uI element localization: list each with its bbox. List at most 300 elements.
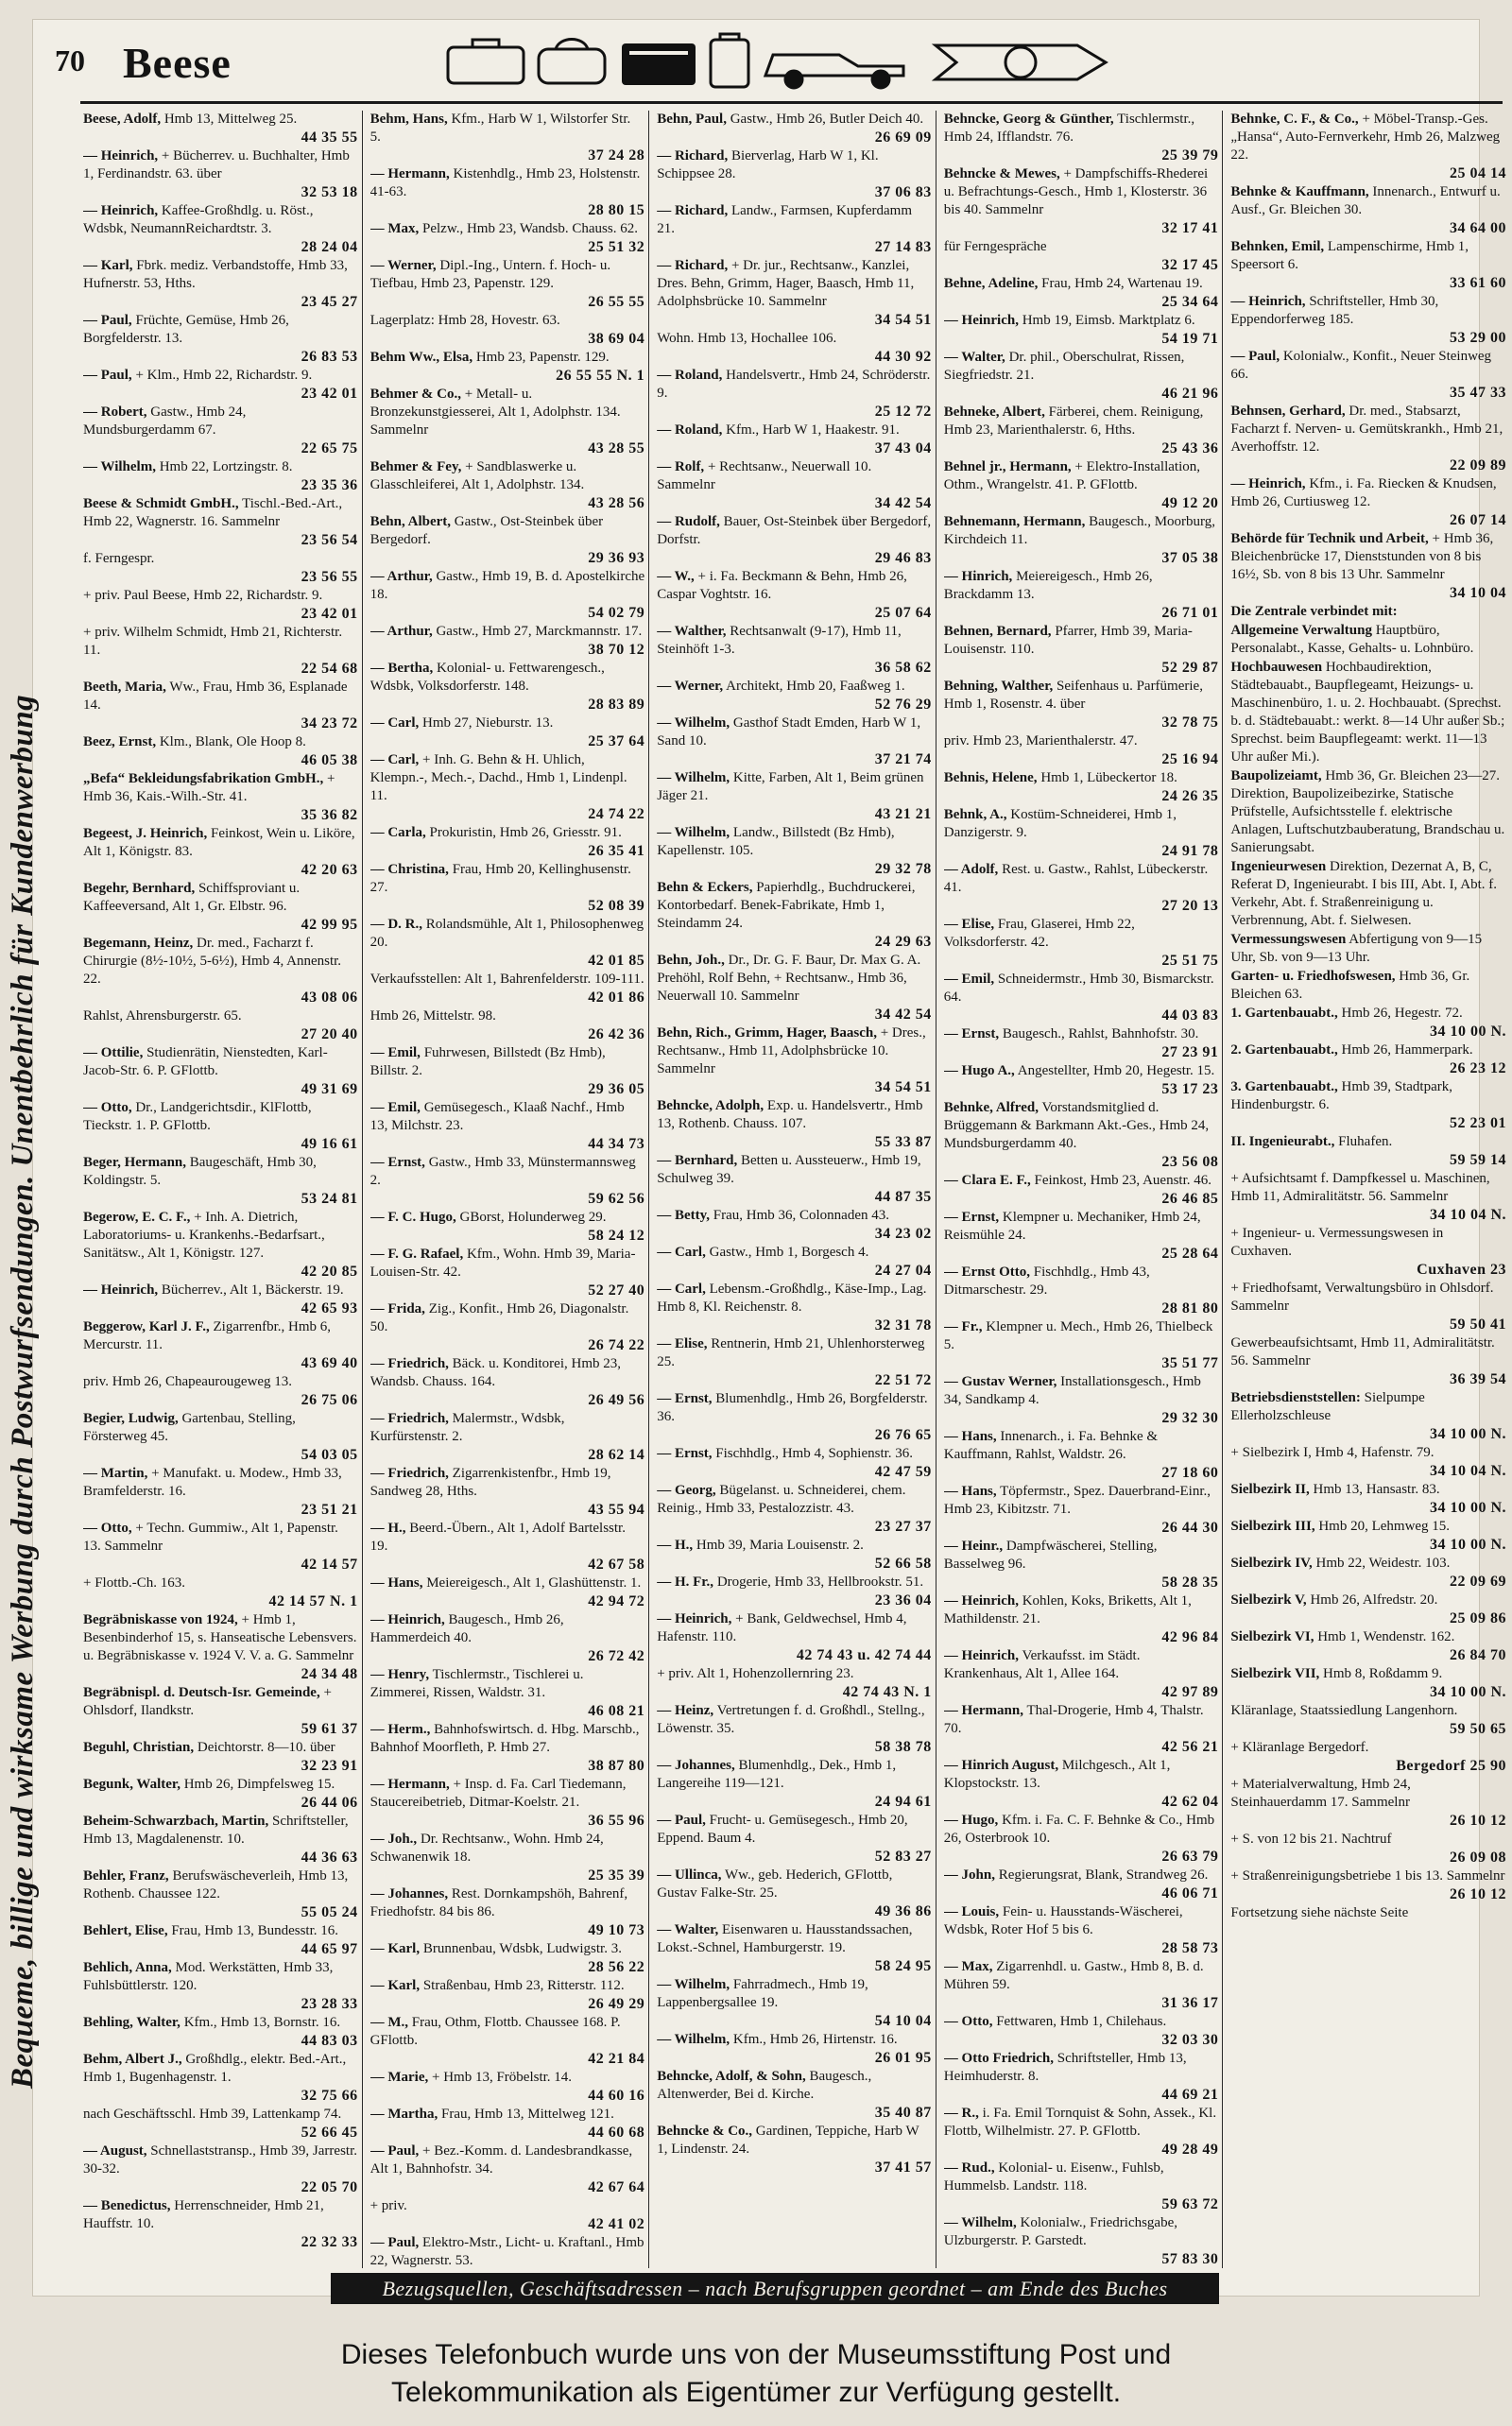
entry-name: — Max, bbox=[943, 1959, 993, 1974]
entry-details: + Techn. Gummiw., Alt 1, Papenstr. 13. Sammelnr bbox=[83, 1521, 338, 1554]
entry-name: — Richard, bbox=[657, 258, 729, 273]
entry-phone-number: 43 08 06 bbox=[301, 989, 358, 1006]
directory-entry bbox=[657, 513, 932, 567]
entry-name: — Rudolf, bbox=[657, 514, 720, 529]
entry-name: Behlich, Anna, bbox=[83, 1960, 172, 1975]
directory-entry bbox=[370, 916, 645, 970]
entry-name: — Hermann, bbox=[369, 166, 450, 181]
entry-name: Behne, Adeline, bbox=[943, 276, 1039, 291]
entry-phone-number: 35 51 77 bbox=[1161, 1355, 1219, 1371]
directory-entry bbox=[83, 1813, 358, 1867]
entry-name: — Heinrich, bbox=[83, 1282, 159, 1298]
entry-phone-number: 46 06 71 bbox=[1161, 1885, 1219, 1901]
entry-phone-number: 42 21 84 bbox=[588, 2051, 645, 2067]
entry-details: Schriftsteller, Hmb 30, Eppendorferweg 185. bbox=[1230, 294, 1439, 327]
entry-details: Gemüsegesch., Klaaß Nachf., Hmb 13, Milchstr. 23. bbox=[369, 1100, 625, 1133]
entry-name: — Carla, bbox=[369, 825, 426, 840]
entry-name: — H., bbox=[657, 1538, 694, 1553]
directory-entry bbox=[657, 1207, 932, 1243]
entry-details: Hmb 26, Alfredstr. 20. bbox=[1310, 1592, 1438, 1608]
entry-phone-number: 53 29 00 bbox=[1450, 330, 1506, 346]
entry-name: — Heinrich, bbox=[943, 1593, 1019, 1609]
entry-details: Hmb 39, Stadtpark, Hindenburgstr. 6. bbox=[1230, 1079, 1452, 1112]
entry-name: Behn, Joh., bbox=[657, 953, 725, 968]
entry-details: + Straßenreinigungsbetriebe 1 bis 13. Sammelnr bbox=[1230, 1868, 1505, 1884]
directory-entry bbox=[370, 386, 645, 457]
entry-name: Beese, Adolf, bbox=[83, 112, 162, 127]
entry-details: Frau, Hmb 13, Bundesstr. 16. bbox=[171, 1923, 338, 1938]
directory-entry bbox=[83, 624, 358, 678]
entry-details: Gardinen, Teppiche, Harb W 1, Lindenstr. 24. bbox=[657, 2124, 919, 2157]
entry-name: II. Ingenieurabt., bbox=[1230, 1134, 1335, 1149]
directory-entry bbox=[944, 1318, 1219, 1372]
directory-entry bbox=[1230, 1444, 1506, 1480]
entry-name: — Ullinca, bbox=[657, 1867, 722, 1883]
entry-name: — Heinrich, bbox=[83, 203, 159, 218]
entry-name: — Walter, bbox=[657, 1922, 719, 1937]
entry-name: — Walther, bbox=[657, 624, 727, 639]
entry-name: Sielbezirk II, bbox=[1230, 1482, 1310, 1497]
entry-phone-number: 58 38 78 bbox=[874, 1739, 932, 1755]
entry-phone-number: 42 14 57 N. 1 bbox=[268, 1593, 358, 1609]
entry-details: f. Ferngespr. bbox=[83, 551, 155, 566]
entry-details: + Rechtsanw., Neuerwall 10. Sammelnr bbox=[657, 459, 872, 492]
notice-line-2: Telekommunikation als Eigentümer zur Verfügung gestellt. bbox=[390, 2377, 1122, 2408]
entry-details: Beerd.-Übern., Alt 1, Adolf Bartelsstr. 19. bbox=[369, 1521, 626, 1554]
directory-entry bbox=[657, 1921, 932, 1975]
directory-entry bbox=[370, 111, 645, 164]
entry-phone-number: 42 62 04 bbox=[1161, 1794, 1219, 1810]
entry-phone-number: 34 54 51 bbox=[874, 312, 932, 328]
entry-name: — Herm., bbox=[369, 1722, 431, 1737]
header-illustration bbox=[444, 26, 1125, 95]
directory-entry bbox=[944, 1812, 1219, 1866]
entry-phone-number: 27 18 60 bbox=[1161, 1465, 1219, 1481]
entry-phone-number: 38 70 12 bbox=[588, 642, 645, 658]
entry-name: — Carl, bbox=[369, 715, 420, 731]
directory-entry bbox=[1230, 1904, 1506, 1922]
directory-entry bbox=[83, 1282, 358, 1317]
directory-entry bbox=[370, 568, 645, 622]
directory-entry bbox=[944, 1958, 1219, 2012]
entry-name: — August, bbox=[83, 2143, 147, 2159]
entry-name: Behnke, C. F., & Co., bbox=[1230, 112, 1359, 127]
entry-details: Kohlen, Koks, Briketts, Alt 1, Mathildenstr. 21. bbox=[943, 1593, 1192, 1626]
entry-details: Schnellaststransp., Hmb 39, Jarrestr. 30-32. bbox=[83, 2143, 357, 2177]
directory-entry bbox=[83, 1959, 358, 2013]
entry-details: Papierhdlg., Buchdruckerei, Kontorbedarf. Benek-Fabrikate, Hmb 1, Steindamm 24. bbox=[657, 880, 916, 931]
directory-entry bbox=[944, 1209, 1219, 1263]
entry-phone-number: 27 23 91 bbox=[1161, 1044, 1219, 1060]
directory-entry bbox=[83, 367, 358, 403]
entry-details: Gastw., Hmb 33, Münstermannsweg 2. bbox=[369, 1155, 636, 1188]
entry-phone-number: 34 10 04 N. bbox=[1429, 1207, 1506, 1223]
entry-phone-number: 57 83 30 bbox=[1161, 2251, 1219, 2267]
directory-entry bbox=[83, 1154, 358, 1208]
directory-entry bbox=[657, 2123, 932, 2177]
entry-phone-number: 59 59 14 bbox=[1450, 1152, 1506, 1168]
directory-entry bbox=[370, 2234, 645, 2268]
entry-phone-number: 55 33 87 bbox=[874, 1134, 932, 1150]
directory-entry bbox=[944, 1592, 1219, 1646]
entry-details: priv. Hmb 23, Marienthalerstr. 47. bbox=[943, 733, 1138, 748]
entry-phone-number: 58 24 95 bbox=[874, 1958, 932, 1974]
entry-details: Zig., Konfit., Hmb 26, Diagonalstr. 50. bbox=[369, 1301, 629, 1334]
entry-name: Beese & Schmidt GmbH., bbox=[83, 496, 239, 511]
directory-entry bbox=[83, 1520, 358, 1574]
entry-name: Allgemeine Verwaltung bbox=[1230, 623, 1372, 638]
directory-entry bbox=[1230, 348, 1506, 402]
entry-name: Hochbauwesen bbox=[1230, 660, 1323, 675]
entry-phone-number: 26 55 55 bbox=[588, 294, 645, 310]
entry-name: — Carl, bbox=[657, 1282, 706, 1297]
entry-details: Installationsgesch., Hmb 34, Sandkamp 4. bbox=[943, 1374, 1201, 1407]
entry-details: i. Fa. Emil Tornquist & Sohn, Assek., Kl. Flottb, Wilhelmistr. 27. P. GFlottb. bbox=[943, 2106, 1217, 2139]
entry-details: Elektro-Mstr., Licht- u. Kraftanl., Hmb 22, Wagnerstr. 53. bbox=[369, 2235, 644, 2268]
directory-entry bbox=[1230, 1041, 1506, 1077]
entry-details: Herrenschneider, Hmb 21, Hauffstr. 10. bbox=[83, 2198, 324, 2231]
entry-details: Betten u. Aussteuerw., Hmb 19, Schulweg 39. bbox=[657, 1153, 921, 1186]
entry-details: Kfm., Harb W 1, Wilstorfer Str. 5. bbox=[369, 112, 631, 145]
entry-details: Gastw., Hmb 26, Butler Deich 40. bbox=[730, 112, 924, 127]
entry-details: Dr., Landgerichtsdir., KlFlottb, Tieckstr. 1. P. GFlottb. bbox=[83, 1100, 312, 1133]
entry-name: — Karl, bbox=[369, 1978, 421, 1993]
directory-entry bbox=[1230, 1628, 1506, 1664]
entry-details: + Materialverwaltung, Hmb 24, Steinhauerdamm 17. Sammelnr bbox=[1230, 1777, 1411, 1810]
entry-name: Behn, Rich., Grimm, Hager, Baasch, bbox=[657, 1025, 877, 1041]
entry-phone-number: 44 36 63 bbox=[301, 1850, 358, 1866]
directory-entry bbox=[83, 1611, 358, 1683]
entry-details: Kolonialw., Konfit., Neuer Steinweg 66. bbox=[1230, 349, 1492, 382]
entry-phone-number: 26 49 29 bbox=[588, 1996, 645, 2012]
directory-entry bbox=[83, 1007, 358, 1043]
entry-phone-number: 49 36 86 bbox=[874, 1903, 932, 1919]
entry-name: — Emil, bbox=[369, 1100, 421, 1115]
entry-name: — Paul, bbox=[83, 368, 132, 383]
directory-entry bbox=[370, 1574, 645, 1610]
directory-entry bbox=[944, 404, 1219, 457]
entry-phone-number: 26 72 42 bbox=[588, 1648, 645, 1664]
entry-phone-number: 42 74 43 N. 1 bbox=[842, 1684, 932, 1700]
vertical-advertisement: Bequeme, billige und wirksame Werbung durch Postwurfsendungen. Unentbehrlich für Kundenwerbung bbox=[6, 694, 40, 2089]
entry-name: — Fr., bbox=[943, 1319, 983, 1334]
entry-phone-number: 28 56 22 bbox=[588, 1959, 645, 1975]
entry-phone-number: 25 34 64 bbox=[1161, 294, 1219, 310]
entry-details: Färberei, chem. Reinigung, Hmb 23, Marienthalerstr. 6, Hths. bbox=[943, 404, 1204, 438]
directory-entry bbox=[944, 732, 1219, 768]
entry-details: Blumenhdlg., Dek., Hmb 1, Langereihe 119—121. bbox=[657, 1758, 897, 1791]
entry-name: — Ernst, bbox=[657, 1391, 713, 1406]
entry-details: Innenarch., i. Fa. Behnke & Kauffmann, Rahlst, Waldstr. 26. bbox=[943, 1429, 1159, 1462]
directory-entry bbox=[944, 312, 1219, 348]
entry-name: — D. R., bbox=[369, 917, 423, 932]
directory-entry bbox=[1230, 403, 1506, 474]
entry-details: Exp. u. Handelsvertr., Hmb 13, Rothenb. Chauss. 107. bbox=[657, 1098, 923, 1131]
entry-name: — Heinrich, bbox=[83, 148, 159, 163]
entry-details: Frau, Hmb 36, Colonnaden 43. bbox=[713, 1208, 889, 1223]
directory-entry bbox=[657, 257, 932, 329]
entry-phone-number: 42 67 64 bbox=[588, 2179, 645, 2195]
entry-name: — Heinr., bbox=[943, 1539, 1004, 1554]
directory-entry bbox=[657, 1390, 932, 1444]
directory-entry bbox=[370, 1977, 645, 2013]
entry-details: + Kläranlage Bergedorf. bbox=[1230, 1740, 1369, 1755]
directory-entry bbox=[1230, 1702, 1506, 1738]
entry-phone-number: 26 46 85 bbox=[1161, 1191, 1219, 1207]
entry-details: + priv. Paul Beese, Hmb 22, Richardstr. 9. bbox=[83, 588, 323, 603]
entry-phone-number: 24 94 61 bbox=[874, 1794, 932, 1810]
entry-phone-number: 54 03 05 bbox=[301, 1447, 358, 1463]
entry-details: Feinkost, Wein u. Liköre, Alt 1, Königstr. 83. bbox=[83, 826, 355, 859]
entry-phone-number: 46 05 38 bbox=[301, 752, 358, 768]
entry-phone-number: 38 69 04 bbox=[588, 331, 645, 347]
entry-phone-number: 44 60 16 bbox=[588, 2088, 645, 2104]
entry-name: — Bernhard, bbox=[657, 1153, 738, 1168]
entry-phone-number: 44 83 03 bbox=[301, 2033, 358, 2049]
entry-name: „Befa“ Bekleidungsfabrikation GmbH., bbox=[83, 771, 324, 786]
entry-details: Kfm. i. Fa. C. F. Behnke & Co., Hmb 26, Osterbrook 10. bbox=[943, 1813, 1215, 1846]
entry-phone-number: 29 36 93 bbox=[588, 550, 645, 566]
directory-entry bbox=[1230, 1170, 1506, 1224]
entry-details: Baugesch., Moorburg, Kirchdeich 11. bbox=[943, 514, 1216, 547]
directory-entry bbox=[657, 111, 932, 146]
entry-name: — Otto, bbox=[943, 2014, 993, 2029]
column-3 bbox=[657, 111, 936, 2268]
entry-details: Seifenhaus u. Parfümerie, Hmb 1, Rosenstr. 4. über bbox=[943, 679, 1203, 712]
directory-entry bbox=[944, 111, 1219, 164]
entry-phone-number: 34 23 72 bbox=[301, 715, 358, 731]
directory-entry bbox=[944, 1373, 1219, 1427]
entry-details: Bahnhofswirtsch. d. Hbg. Marschb., Bahnhof Moorfleth, P. Hmb 27. bbox=[369, 1722, 640, 1755]
entry-name: Behnsen, Gerhard, bbox=[1230, 404, 1346, 419]
entry-phone-number: 38 87 80 bbox=[588, 1758, 645, 1774]
entry-name: Behörde für Technik und Arbeit, bbox=[1230, 531, 1429, 546]
entry-details: + priv. bbox=[369, 2198, 407, 2213]
directory-entry bbox=[657, 952, 932, 1024]
directory-entry bbox=[1230, 767, 1506, 857]
entry-name: — Heinrich, bbox=[1230, 476, 1306, 491]
directory-entry bbox=[944, 2214, 1219, 2268]
directory-entry bbox=[1230, 1133, 1506, 1169]
directory-entry bbox=[1230, 1225, 1506, 1279]
directory-entry bbox=[370, 312, 645, 348]
entry-name: — Heinrich, bbox=[943, 1648, 1019, 1663]
entry-details: + Bücherrev. u. Buchhalter, Hmb 1, Ferdinandstr. 63. über bbox=[83, 148, 350, 181]
entry-name: — Gustav Werner, bbox=[943, 1374, 1057, 1389]
entry-phone-number: 26 69 09 bbox=[874, 129, 932, 146]
entry-details: Angestellter, Hmb 20, Hegestr. 15. bbox=[1017, 1063, 1215, 1078]
entry-name: Behm Ww., Elsa, bbox=[369, 350, 473, 365]
entry-details: priv. Hmb 26, Chapeaurougeweg 13. bbox=[83, 1374, 293, 1389]
entry-name: — Emil, bbox=[369, 1045, 421, 1060]
directory-entry bbox=[370, 165, 645, 219]
entry-phone-number: 22 65 75 bbox=[301, 440, 358, 456]
entry-details: Landw., Farmsen, Kupferdamm 21. bbox=[657, 203, 912, 236]
entry-phone-number: 23 28 33 bbox=[301, 1996, 358, 2012]
entry-details: Verkaufsst. im Städt. Krankenhaus, Alt 1, Allee 164. bbox=[943, 1648, 1141, 1681]
entry-details: Tischlermstr., Tischlerei u. Zimmerei, Rissen, Waldstr. 31. bbox=[369, 1667, 584, 1700]
entry-phone-number: 43 28 55 bbox=[588, 440, 645, 456]
directory-entry bbox=[83, 2142, 358, 2196]
entry-phone-number: 23 56 55 bbox=[301, 569, 358, 585]
entry-phone-number: 58 24 12 bbox=[588, 1228, 645, 1244]
entry-phone-number: 28 62 14 bbox=[588, 1447, 645, 1463]
entry-name: — H., bbox=[369, 1521, 406, 1536]
entry-name: Behn & Eckers, bbox=[657, 880, 753, 895]
directory-entry bbox=[83, 1867, 358, 1921]
entry-phone-number: 42 65 93 bbox=[301, 1300, 358, 1316]
directory-entry bbox=[944, 769, 1219, 805]
entry-phone-number: 29 32 30 bbox=[1161, 1410, 1219, 1426]
entry-details: Großhdlg., elektr. Bed.-Art., Hmb 1, Bugenhagenstr. 1. bbox=[83, 2052, 347, 2085]
entry-name: Behnen, Bernard, bbox=[943, 624, 1052, 639]
directory-entry bbox=[657, 1812, 932, 1866]
entry-name: — Wilhelm, bbox=[657, 825, 730, 840]
entry-details: Brunnenbau, Wdsbk, Ludwigstr. 3. bbox=[422, 1941, 622, 1956]
entry-phone-number: 34 10 00 N. bbox=[1429, 1537, 1506, 1553]
entry-details: Mod. Werkstätten, Hmb 33, Fuhlsbüttlerstr. 120. bbox=[83, 1960, 334, 1993]
entry-details: + i. Fa. Beckmann & Behn, Hmb 26, Caspar Voghtstr. 16. bbox=[657, 569, 907, 602]
entry-details: Kfm., Hmb 13, Bornstr. 16. bbox=[183, 2015, 341, 2030]
entry-name: — Otto Friedrich, bbox=[943, 2051, 1055, 2066]
entry-details: Fluhafen. bbox=[1338, 1134, 1393, 1149]
directory-entry bbox=[370, 1044, 645, 1098]
entry-phone-number: 23 45 27 bbox=[301, 294, 358, 310]
entry-details: Kfm., Wohn. Hmb 39, Maria-Louisen-Str. 42. bbox=[369, 1247, 636, 1280]
directory-entry bbox=[944, 861, 1219, 915]
entry-name: Behnke, Alfred, bbox=[943, 1100, 1039, 1115]
directory-entry bbox=[370, 1410, 645, 1464]
directory-entry bbox=[657, 1610, 932, 1664]
entry-name: — R., bbox=[943, 2106, 979, 2121]
directory-entry bbox=[1230, 1665, 1506, 1701]
entry-name: Begehr, Bernhard, bbox=[83, 881, 196, 896]
entry-details: Frau, Hmb 24, Wartenau 19. bbox=[1041, 276, 1203, 291]
directory-entry bbox=[83, 550, 358, 586]
entry-phone-number: Bergedorf 25 90 bbox=[1396, 1758, 1506, 1774]
directory-entry bbox=[657, 1152, 932, 1206]
entry-name: — M., bbox=[369, 2015, 409, 2030]
entry-details: Kolonial- u. Eisenw., Fuhlsb, Hummelsb. Landstr. 118. bbox=[943, 2160, 1164, 2194]
directory-entry bbox=[370, 1666, 645, 1720]
entry-phone-number: 59 62 56 bbox=[588, 1191, 645, 1207]
directory-entry bbox=[370, 458, 645, 512]
entry-phone-number: 46 21 96 bbox=[1161, 386, 1219, 402]
directory-entry bbox=[370, 1776, 645, 1830]
entry-phone-number: 37 05 38 bbox=[1161, 550, 1219, 566]
entry-name: Beheim-Schwarzbach, Martin, bbox=[83, 1814, 269, 1829]
entry-phone-number: 44 87 35 bbox=[874, 1189, 932, 1205]
entry-details: Lebensm.-Großhdlg., Käse-Imp., Lag. Hmb 8, Kl. Reichenstr. 8. bbox=[657, 1282, 927, 1315]
entry-name: Behlert, Elise, bbox=[83, 1923, 168, 1938]
footer-band: Bezugsquellen, Geschäftsadressen – nach Berufsgruppen geordnet – am Ende des Buches bbox=[331, 2273, 1219, 2304]
trunk-icon bbox=[622, 43, 696, 85]
entry-phone-number: 46 08 21 bbox=[588, 1703, 645, 1719]
directory-entry bbox=[370, 1099, 645, 1153]
entry-details: Innenarch., Entwurf u. Ausf., Gr. Bleichen 30. bbox=[1230, 184, 1501, 217]
entry-name: 3. Gartenbauabt., bbox=[1230, 1079, 1338, 1094]
entry-name: — Hans, bbox=[943, 1429, 997, 1444]
directory-entry bbox=[1230, 1555, 1506, 1591]
directory-entry bbox=[657, 1976, 932, 2030]
entry-name: Behncke & Mewes, bbox=[943, 166, 1060, 181]
entry-name: Behn, Albert, bbox=[369, 514, 452, 529]
entry-phone-number: 54 02 79 bbox=[588, 605, 645, 621]
entry-phone-number: 42 67 58 bbox=[588, 1557, 645, 1573]
directory-entry bbox=[944, 1428, 1219, 1482]
directory-entry bbox=[1230, 475, 1506, 529]
entry-details: nach Geschäftsschl. Hmb 39, Lattenkamp 74. bbox=[83, 2107, 342, 2122]
entry-phone-number: 44 69 21 bbox=[1161, 2087, 1219, 2103]
entry-phone-number: 54 19 71 bbox=[1161, 331, 1219, 347]
entry-details: Hmb 19, Eimsb. Marktplatz 6. bbox=[1022, 313, 1195, 328]
entry-details: Kolonialw., Friedrichsgabe, Ulzburgerstr. P. Garstedt. bbox=[943, 2215, 1178, 2248]
entry-name: — Ottilie, bbox=[83, 1045, 144, 1060]
entry-phone-number: 44 35 55 bbox=[301, 129, 358, 146]
entry-name: — Heinrich, bbox=[369, 1612, 445, 1627]
entry-details: Gastw., Hmb 1, Borgesch 4. bbox=[709, 1245, 869, 1260]
entry-phone-number: 23 36 04 bbox=[874, 1592, 932, 1609]
entry-phone-number: 22 32 33 bbox=[301, 2234, 358, 2250]
entry-name: — Georg, bbox=[657, 1483, 716, 1498]
entry-details: Ww., geb. Hederich, GFlottb, Gustav Falke-Str. 25. bbox=[657, 1867, 893, 1901]
entry-name: — Adolf, bbox=[943, 862, 999, 877]
directory-entry bbox=[370, 1209, 645, 1245]
entry-name: — Walter, bbox=[943, 350, 1005, 365]
entry-name: — H. Fr., bbox=[657, 1574, 714, 1590]
directory-entry bbox=[657, 879, 932, 951]
entry-details: Zigarrenkistenfbr., Hmb 19, Sandweg 28, Hths. bbox=[369, 1466, 611, 1499]
entry-phone-number: 24 74 22 bbox=[588, 806, 645, 822]
entry-phone-number: 34 23 02 bbox=[874, 1226, 932, 1242]
entry-name: — Ernst Otto, bbox=[943, 1265, 1031, 1280]
bag-icon bbox=[539, 40, 605, 84]
entry-details: Bauer, Ost-Steinbek über Bergedorf, Dorfstr. bbox=[657, 514, 932, 547]
entry-details: Straßenbau, Hmb 23, Ritterstr. 112. bbox=[422, 1978, 625, 1993]
directory-entry bbox=[370, 1885, 645, 1939]
directory-entry bbox=[370, 1246, 645, 1299]
entry-details: + Sandblaswerke u. Glasschleiferei, Alt 1, Adolphstr. 134. bbox=[369, 459, 585, 492]
directory-entry bbox=[657, 1537, 932, 1573]
directory-entry bbox=[370, 2106, 645, 2142]
entry-phone-number: 42 41 02 bbox=[588, 2216, 645, 2232]
entry-phone-number: 34 42 54 bbox=[874, 495, 932, 511]
entry-phone-number: 58 28 35 bbox=[1161, 1574, 1219, 1591]
entry-phone-number: 54 10 04 bbox=[874, 2013, 932, 2029]
entry-name: — Paul, bbox=[657, 1813, 706, 1828]
directory-entry bbox=[83, 147, 358, 201]
car-icon bbox=[765, 55, 903, 88]
entry-details: Frau, Othm, Flottb. Chaussee 168. P. GFlottb. bbox=[369, 2015, 621, 2048]
entry-details: Landw., Billstedt (Bz Hmb), Kapellenstr. 105. bbox=[657, 825, 895, 858]
entry-name: Baupolizeiamt, bbox=[1230, 768, 1322, 783]
entry-details: Baugeschäft, Hmb 30, Koldingstr. 5. bbox=[83, 1155, 317, 1188]
directory-entry bbox=[657, 1281, 932, 1334]
entry-phone-number: 32 75 66 bbox=[301, 2088, 358, 2104]
entry-name: — Clara E. F., bbox=[943, 1173, 1031, 1188]
entry-details: + Hmb 36, Bleichenbrücke 17, Dienststunden von 8 bis 16½, Sb. von 8 bis 13 Uhr. Sammelnr bbox=[1230, 531, 1494, 582]
entry-details: + Inh. A. Dietrich, Laboratoriums- u. Krankenhs.-Bedarfsart., Sanitätsw., Alt 1, Königstr. 127. bbox=[83, 1210, 325, 1261]
entry-phone-number: 28 83 89 bbox=[588, 697, 645, 713]
entry-details: Deichtorstr. 8—10. über bbox=[197, 1740, 335, 1755]
page-headword: Beese bbox=[123, 39, 232, 87]
directory-entry bbox=[83, 2106, 358, 2142]
entry-name: Behncke, Adolf, & Sohn, bbox=[657, 2069, 806, 2084]
directory-entry bbox=[83, 1776, 358, 1812]
directory-entry bbox=[370, 513, 645, 567]
page-number: 70 bbox=[55, 43, 85, 77]
entry-phone-number: 52 23 01 bbox=[1450, 1115, 1506, 1131]
